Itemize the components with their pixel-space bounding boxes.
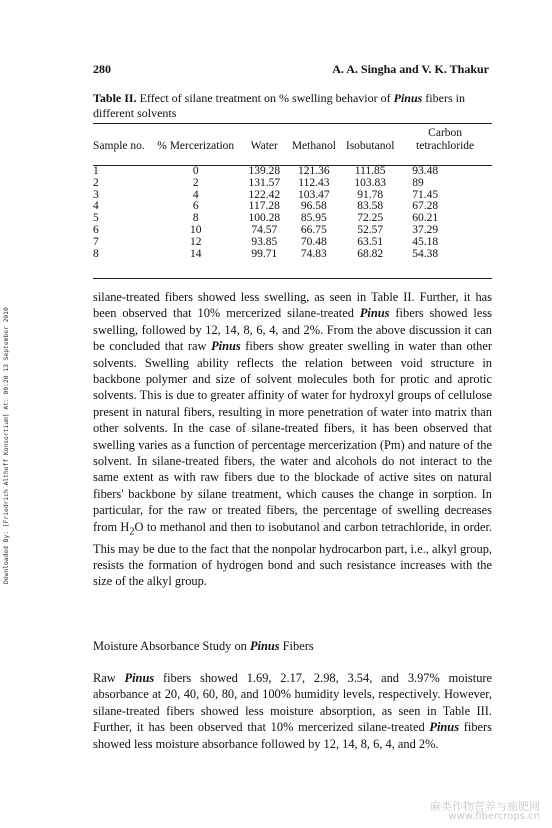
table-caption-text-end: fibers in different solvents	[93, 91, 465, 120]
table-caption-label: Table II.	[93, 91, 137, 105]
table-cell: 4	[192, 188, 199, 201]
table-cell: 85.95	[300, 212, 327, 225]
download-stamp	[1, 244, 13, 584]
table-cell: 71.45	[412, 188, 439, 201]
table-cell: 6	[93, 223, 99, 236]
text-run: Moisture Absorbance Study on	[93, 639, 250, 653]
species-name: Pinus	[359, 306, 390, 321]
text-run: O to methanol and then to isobutanol and carbon tetrachloride, in order. This may be due to the fact that the nonpolar hydrocarbon part, i.e., alkyl group, resists the formation of hydrogen bond and such resistance increases with the size of the alkyl group.	[93, 519, 492, 589]
col-header-water: Water	[250, 140, 278, 152]
table-cell: 7	[93, 235, 99, 248]
section-heading	[93, 639, 314, 654]
table-row	[93, 158, 492, 178]
col-header-sample: Sample no.	[93, 140, 145, 152]
table-cell: 3	[93, 188, 99, 201]
text-run: fibers showed less moisture absorbance followed by 12, 14, 8, 6, 4, and 2%.	[93, 720, 492, 751]
table-cell: 91.78	[357, 188, 384, 201]
table-cell: 74.57	[251, 223, 278, 236]
table-cell: 103.83	[354, 176, 386, 189]
table-cell: 8	[93, 247, 99, 260]
table-cell: 99.71	[251, 247, 278, 260]
text-run: fibers showed less swelling, followed by 12, 14, 8, 6, 4, and 2%. From the above discussion it can be concluded that raw	[93, 306, 492, 354]
table-cell: 100.28	[248, 212, 281, 225]
table-cell: 89	[412, 176, 424, 189]
table-row	[93, 178, 492, 190]
table-cell: 96.58	[300, 200, 327, 213]
table-top-rule	[93, 123, 492, 124]
table-cell: 112.43	[298, 176, 330, 189]
page-number: 280	[93, 62, 111, 76]
col-header-methanol: Methanol	[291, 140, 336, 152]
text-run: fibers show greater swelling in water than other solvents. Swelling ability reflects the relation between void structure in backbone polymer and size of solvent molecules both for protic and aprotic solvents. This is due to greater affinity of water for hydroxyl groups of cellulose present in natural fibers, resulting in more penetration of water into matrix than other solvents. In the case of silane-treated fibers, it has been observed that swelling varies as a function of percentage mercerization (Pm) and nature of the solvent. In silane-treated fibers, the water and alcohols do not interact to the same extent as with raw fibers due to the blockade of active sites on natural fibers' backbone by silane treatment, which causes the change in sorption. In particular, for the raw or treated fibers, the percentage of swelling decreases from H	[93, 339, 492, 534]
table-cell: 72.25	[357, 212, 384, 225]
col-header-mercerization: % Mercerization	[157, 140, 235, 152]
table-row	[93, 249, 492, 261]
table-cell: 67.28	[412, 200, 439, 213]
table-cell: 74.83	[300, 247, 327, 260]
table-cell: 70.48	[300, 235, 327, 248]
table-row	[93, 225, 492, 237]
species-name: Pinus	[211, 339, 241, 354]
download-stamp-text: Downloaded By: [Friedrich Althoff Konsortium] At: 00:20 13 September 2010	[3, 307, 10, 584]
table-cell: 83.58	[357, 200, 384, 213]
table-cell: 117.28	[248, 200, 280, 213]
table-caption	[93, 91, 493, 121]
table-cell: 12	[189, 235, 202, 248]
table-header-rule	[93, 165, 492, 166]
table-caption-species: Pinus	[393, 91, 423, 105]
watermark-line-1: 麻类作物营养与施肥网	[430, 800, 540, 813]
text-run: Fibers	[279, 639, 314, 653]
table-cell: 4	[93, 200, 99, 213]
table-cell: 37.29	[412, 223, 439, 236]
table-cell: 63.51	[357, 235, 384, 248]
table-cell: 66.75	[300, 223, 327, 236]
species-name: Pinus	[429, 720, 460, 735]
col-header-isobutanol: Isobutanol	[345, 140, 395, 152]
table-cell: 10	[189, 223, 202, 236]
col-header-carbon-tetrachloride: Carbon tetrachloride	[416, 127, 475, 152]
table-cell: 8	[192, 212, 199, 225]
running-authors: A. A. Singha and V. K. Thakur	[332, 62, 489, 76]
species-name: Pinus	[249, 639, 280, 653]
text-run: fibers showed 1.69, 2.17, 2.98, 3.54, and 3.97% moisture absorbance at 20, 40, 60, 80, and 100% humidity levels, respectively. However, silane-treated fibers showed less moisture absorption, as seen in Table III. Further, it has been observed that 10% mercerized silane-treated	[93, 671, 493, 735]
text-run: silane-treated fibers showed less swelling, as seen in Table II. Further, it has been observed that 10% mercerized silane-treated	[93, 290, 492, 321]
table-cell: 1	[93, 165, 99, 177]
species-name: Pinus	[124, 671, 155, 685]
table-cell: 14	[189, 247, 202, 260]
subscript: 2	[129, 526, 135, 538]
text-run: Raw	[93, 671, 125, 685]
table-cell: 93.48	[412, 165, 439, 177]
body-paragraph-moisture	[93, 670, 492, 752]
table-cell: 54.38	[412, 247, 439, 260]
body-paragraph-swelling	[93, 289, 492, 590]
table-cell: 0	[192, 165, 199, 177]
table-cell: 45.18	[412, 235, 439, 248]
table-cell: 5	[93, 212, 99, 225]
table-cell: 60.21	[412, 212, 439, 225]
table-caption-text: Effect of silane treatment on % swelling behavior of	[136, 91, 394, 105]
table-cell: 2	[192, 176, 199, 189]
table-cell: 122.42	[248, 188, 281, 201]
table-cell: 68.82	[357, 247, 384, 260]
table-cell: 131.57	[248, 176, 281, 189]
table-cell: 6	[192, 200, 199, 213]
watermark-line-2: www.fibercrops.cn	[448, 811, 540, 822]
swelling-table	[93, 127, 492, 260]
table-cell: 111.85	[354, 165, 386, 177]
table-row	[93, 237, 492, 249]
table-cell: 121.36	[298, 165, 330, 177]
table-header-row	[93, 127, 492, 158]
table-cell: 52.57	[357, 223, 384, 236]
table-cell: 2	[93, 176, 99, 189]
table-cell: 103.47	[298, 188, 330, 201]
table-cell: 139.28	[248, 165, 281, 177]
table-bottom-rule	[93, 278, 492, 279]
table-cell: 93.85	[251, 235, 278, 248]
